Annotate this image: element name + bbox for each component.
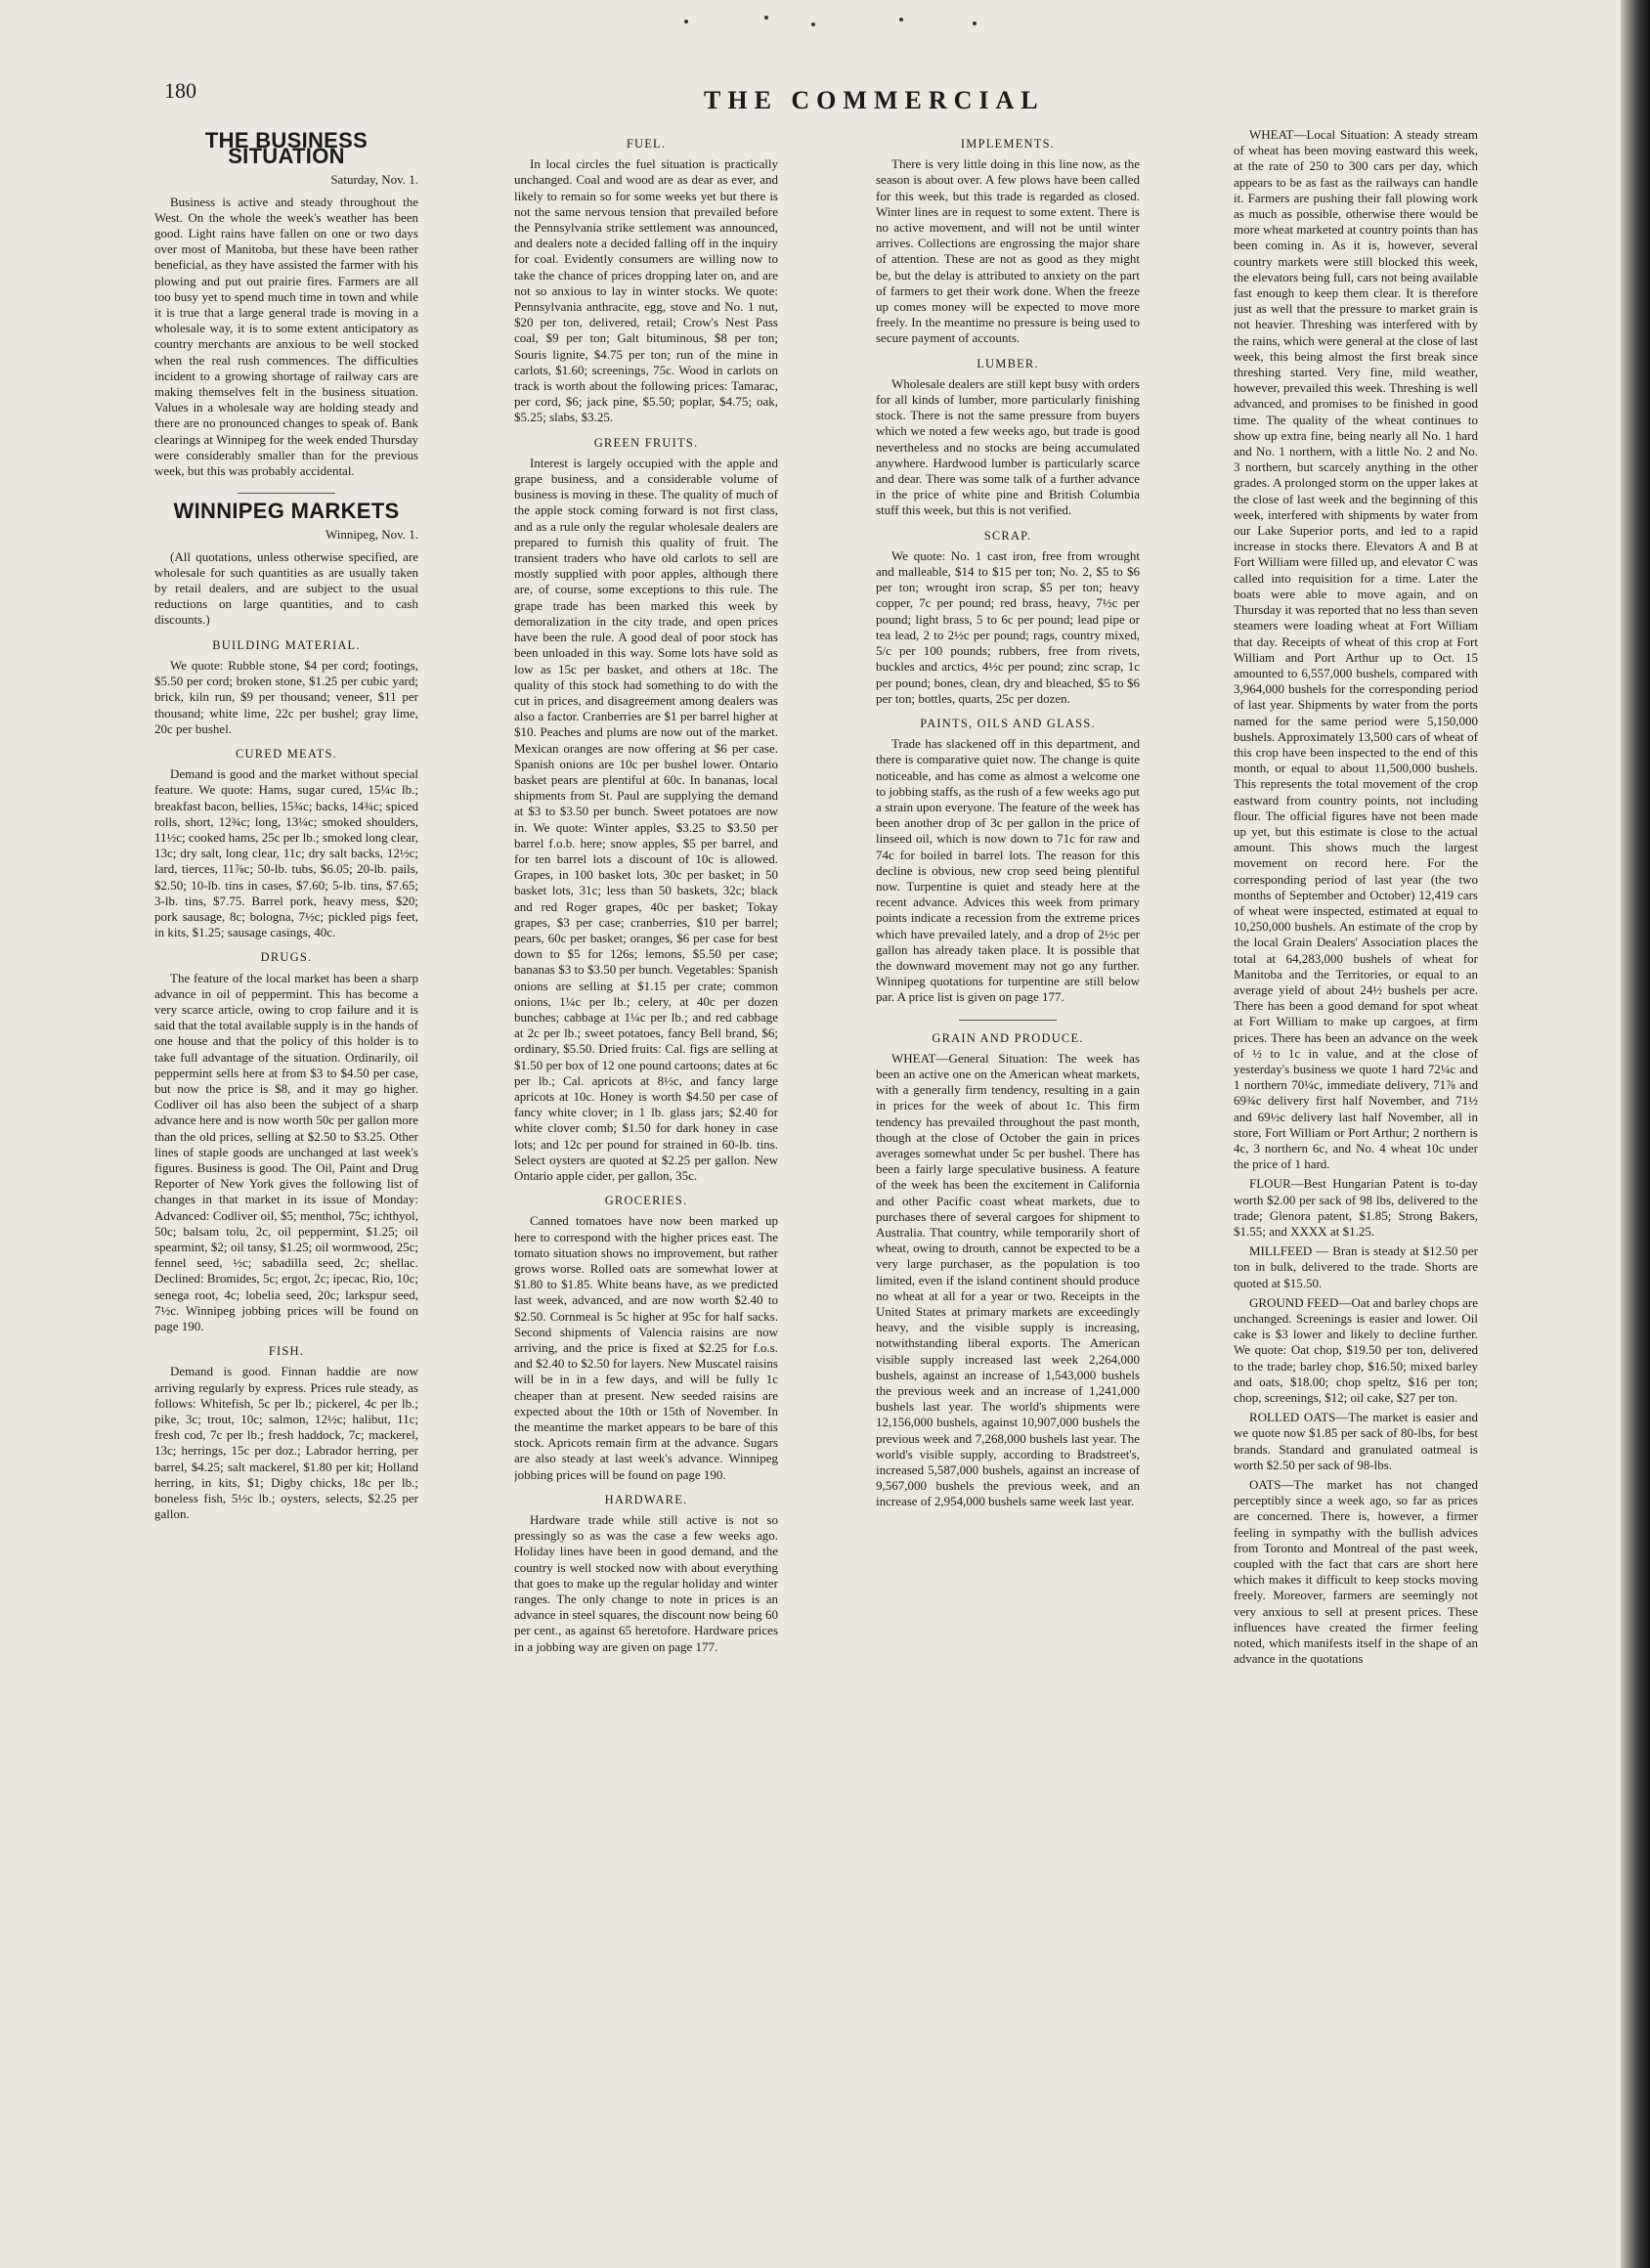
groceries-body: Canned tomatoes have now been marked up here to correspond with the higher prices east. The tomato situation shows no improvement, but rather grows worse. Rolled oats are somewhat lower at $1.80 to $1.85. White beans have, as we predicted last week, advanced, and are now worth $2.40 to $2.50. Cornmeal is 5c higher at 95c for half sacks. Second shipments of Valencia raisins are now arriving, and the price is fixed at $2.25 for f.o.s. and $2.40 to $2.50 for layers. New Muscatel raisins will be in in a few days, and will be fully 1c cheaper than at present. New seeded raisins are expected about the 10th or 15th of November. In the meantime the market appears to be bare of this stock. Apricots remain firm at the advance. Sugars are also steady at last week's advance. Winnipeg jobbing prices will be found on page 190.	[514, 1213, 778, 1482]
millfeed-body: MILLFEED — Bran is steady at $12.50 per ton in bulk, delivered to the trade. Shorts are quoted at $15.50.	[1234, 1243, 1478, 1290]
fish-body: Demand is good. Finnan haddie are now arriving regularly by express. Prices rule steady, as follows: Whitefish, 5c per lb.; pickerel, 4c per lb.; pike, 3c; trout, 10c; salmon, 12½c; halibut, 11c; fresh cod, 7c per lb.; fresh haddock, 7c; mackerel, 13c; herrings, 15c per doz.; Labrador herring, per barrel, $4.25; salt mackerel, $1.80 per kit; Holland herring, in kits, $1; Digby chicks, 18c per lb.; boneless fish, 5½c lb.; oysters, selects, $2.25 per gallon.	[154, 1364, 418, 1522]
section-divider	[959, 1020, 1057, 1021]
grain-body: WHEAT—General Situation: The week has been an active one on the American wheat markets, with a generally firm tendency, resulting in a gain in prices for the week of about 1c. This firm tendency has prevailed throughout the past month, though at the close of October the gain in prices averages somewhat under 5c per bushel. There has been a fairly large speculative business. A feature of the week has been the excitement in California and other Pacific coast wheat markets, due to purchases there of several cargoes for shipment to Australia. That country, while temporarily short of wheat, owing to drouth, cannot be expected to be a very large purchaser, as the population is too limited, even if the island continent should produce no wheat at all for a year or two. Receipts in the United States at primary markets are exceedingly heavy, and the visible supply is increasing, notwithstanding liberal exports. The American visible supply increased last week 2,264,000 bushels, against an increase of 1,543,000 bushels the previous week and an increase of 1,241,000 bushels last year. The world's shipments were 12,156,000 bushels, against 10,907,000 bushels the previous week and 7,268,000 bushels last year. The world's visible supply, according to Bradstreet's, increased 5,587,000 bushels, against an increase of 9,567,000 bushels the previous week, and an increase of 2,954,000 bushels same week last year.	[876, 1050, 1140, 1509]
drugs-heading: DRUGS.	[260, 950, 313, 965]
column-3	[876, 127, 1140, 2248]
fish-heading: FISH.	[268, 1344, 305, 1359]
quotations-note: (All quotations, unless otherwise specified, are wholesale for such quantities as are usually taken by retail dealers, and are subject to the usual reductions on large quantities, and to cash discounts.)	[154, 548, 418, 628]
green-fruits-heading: GREEN FRUITS.	[593, 435, 699, 450]
ground-feed-body: GROUND FEED—Oat and barley chops are unchanged. Screenings is easier and lower. Oil cake is $3 lower and likely to decline further. We quote: Oat chop, $19.50 per ton, delivered to the trade; barley chop, $16.50; mixed barley and oats, $18.00; chop speltz, $16 per ton; chop, screenings, $12; oil cake, $27 per ton.	[1234, 1294, 1478, 1406]
oats-body: OATS—The market has not changed perceptibly since a week ago, so far as prices are concerned. There is, however, a firmer feeling in sympathy with the bullish advices from Toronto and Montreal of the past week, coupled with the fact that cars are short here which makes it difficult to keep stocks moving freely. Moreover, farmers are seemingly not very anxious to sell at present prices. These influences have created the firmer feeling noted, which manifests itself in the shape of an advance in the quotations	[1234, 1477, 1478, 1667]
scrap-heading: SCRAP.	[983, 528, 1032, 543]
section-divider	[238, 493, 335, 494]
lumber-body: Wholesale dealers are still kept busy with orders for all kinds of lumber, more particularly finishing stock. There is not the same pressure from buyers which we noted a few weeks ago, but trade is good nevertheless and no stocks are being accumulated anywhere. Hardwood lumber is particularly scarce and dear. There was some talk of a further advance in the price of white pine and British Columbia stuff this week, but this is not verified.	[876, 375, 1140, 518]
paints-heading: PAINTS, OILS AND GLASS.	[920, 716, 1096, 730]
running-head-title: THE COMMERCIAL	[704, 86, 1045, 114]
rolled-oats-body: ROLLED OATS—The market is easier and we quote now $1.85 per sack of 80-lbs, for best brands. Standard and granulated oatmeal is worth $2.50 per sack of 98-lbs.	[1234, 1410, 1478, 1472]
wheat-local-body: WHEAT—Local Situation: A steady stream of wheat has been moving eastward this week, at the rate of 250 to 300 cars per day, which appears to be as fast as the railways can handle it. Farmers are pushing their fall plowing work as much as possible, otherwise there would be more wheat marketed at country points than has been coming in. As it is, however, several country markets were still blocked this week, the elevators being full, cars not being available fast enough to keep them clear. It is therefore just as well that the pressure to market grain is not heavier. Threshing was interfered with by the rains, which were general at the close of last week, this being almost the first break since threshing started. Very fine, mild weather, however, prevailed this week. Threshing is well advanced, and promises to be finished in good time. The quality of the wheat continues to show up extra fine, being nearly all No. 1 hard and No. 1 northern, with a little No. 2 and No. 3 northern, but scarcely anything in the other grades. A prolonged storm on the upper lakes at the close of last week and the beginning of this week, interfered with shipments by water from our Lake Superior ports, and led to a rapid increase in stocks there. Elevators A and B at Fort William were filled up, and elevator C was called into requisition for a time. Later the boats were able to move again, and on Thursday it was reported that no less than seven steamers were loading wheat at Fort William that day. Receipts of wheat of this crop at Fort William and Port Arthur up to Oct. 15 amounted to 6,557,000 bushels, compared with 3,964,000 bushels for the corresponding period of last year. Shipments by water from the ports named for the same period were 5,150,000 bushels. Approximately 13,500 cars of wheat of this crop have been inspected to the end of this month, or equal to about 11,500,000 bushels. This represents the total movement of the crop eastward from country points, not including flour. The official figures have not been made up yet, but this estimate is close to the actual amount. This shows much the largest movement on record here. For the corresponding period of last year (the two months of September and October) 12,419 cars of wheat were inspected, estimated at equal to 10,250,000 bushels. An estimate of the crop by the local Grain Dealers' Association places the total at 64,283,000 bushels of wheat for Manitoba and the Territories, or equal to an average yield of about 24½ bushels per acre. There has been a good demand for spot wheat at Fort William to make up cargoes, at firm prices. There has been an advance on the week of ½ to 1c in value, and at the close of yesterday's business we quote 1 hard 72¼c and 1 northern 70¼c, immediate delivery, 71⅞ and 69¾c delivery first half November, and 71½ and 69½c delivery last half November, all in store, Fort William or Port Arthur; 2 northern is 4c, 3 northern 6c, and No. 4 wheat 10c under the price of 1 hard.	[1234, 127, 1478, 1172]
cured-meats-body: Demand is good and the market without special feature. We quote: Hams, sugar cured, 15¼c lb.; breakfast bacon, bellies, 15¾c; backs, 14¾c; spiced rolls, short, 12¾c; long, 13¼c; smoked shoulders, 11½c; cooked hams, 25c per lb.; smoked long clear, 13c; dry salt, long clear, 11c; dry salt backs, 12½c; lard, tierces, 11⅞c; 50-lb. tubs, $6.05; 20-lb. pails, $2.50; 10-lb. tins in cases, $7.60; 5-lb. tins, $7.65; 3-lb. tins, $7.75. Barrel pork, heavy mess, $20; pork sausage, 8c; bologna, 7½c; pickled pigs feet, in kits, $1.25; sausage casings, 40c.	[154, 766, 418, 940]
winnipeg-markets-dateline: Winnipeg, Nov. 1.	[325, 527, 418, 543]
scrap-body: We quote: No. 1 cast iron, free from wrought and malleable, $14 to $15 per ton; No. 2, $5 to $6 per ton; wrought iron scrap, $5 per ton; heavy copper, 7c per pound; red brass, heavy, 7½c per pound; light brass, 5 to 6c per pound; lead pipe or tea lead, 2 to 2½c per pound; rags, country mixed, 5/c per 100 pounds; rubbers, free from rivets, buckles and arctics, 4½c per pound; zinc scrap, 1c per pound; bones, clean, dry and bleached, $5 to $6 per ton; bottles, quarts, 25c per dozen.	[876, 547, 1140, 706]
grain-heading: GRAIN AND PRODUCE.	[932, 1030, 1084, 1045]
implements-body: There is very little doing in this line now, as the season is about over. A few plows have been called for this week, but this trade is regarded as closed. Winter lines are in request to some extent. There is no active movement, and will not be until winter arrives. Collections are engrossing the major share of attention. These are not as good as they might be, but the delay is attributed to anxiety on the part of farmers to get their work done. When the freeze up comes money will be expected to move more freely. In the meantime no pressure is being used to secure payment of accounts.	[876, 156, 1140, 346]
cured-meats-heading: CURED MEATS.	[236, 746, 337, 761]
paints-body: Trade has slackened off in this department, and there is comparative quiet now. The change is quite noticeable, and has come as almost a welcome one to jobbing staffs, as the rush of a few weeks ago put a strain upon everyone. The feature of the week has been another drop of 3c per gallon in the price of linseed oil, which is now down to 71c for raw and 74c for boiled in barrel lots. The reason for this decline is obvious, new crop seed being plentiful now. Turpentine is quiet and steady here at the recent advance. Advices this week from primary points indicate a recession from the extreme prices which have prevailed lately, and a drop of 2½c per gallon has already taken place. It is possible that the downward movement may not go any further. Winnipeg quotations for turpentine are still below par. A price list is given on page 177.	[876, 736, 1140, 1005]
groceries-heading: GROCERIES.	[604, 1194, 688, 1208]
column-4	[1234, 127, 1478, 2248]
fuel-heading: FUEL.	[626, 137, 667, 151]
drugs-body: The feature of the local market has been a sharp advance in oil of peppermint. This has become a very scarce article, owing to crop failure and it is said that the total available supply is in the hands of one house and that the policy of this holder is to take full advantage of the situation. Ordinarily, oil peppermint sells here at from $3 to $4.50 per case, but now the price is $8, and it may go higher. Codliver oil has also been the subject of a sharp advance here and is now worth 50c per gallon more than the old prices, selling at $2.50 to $3.25. Other lines of staple goods are unchanged at last week's figures. Business is good. The Oil, Paint and Drug Reporter of New York gives the following list of changes in that market in its issue of Monday: Advanced: Codliver oil, $5; menthol, 75c; ichthyol, 50c; balsam tolu, 2c, oil peppermint, $1.25; oil spearmint, $2; oil tansy, $1.25; oil wormwood, 25c; fennel seed, ½c; sabadilla seed, 2c; shellac. Declined: Bromides, 5c; ergot, 2c; ipecac, Rio, 10c; senega root, 4c; lobelia seed, 20c; larkspur seed, 7½c. Winnipeg jobbing prices will be found on page 190.	[154, 970, 418, 1334]
facing-page-edge	[1621, 0, 1650, 2268]
column-2	[514, 127, 778, 2248]
fuel-body: In local circles the fuel situation is practically unchanged. Coal and wood are as dear as ever, and likely to remain so for some weeks yet but there is not the same nervous tension that prevailed before the Pennsylvania strike settlement was announced, and dealers note a decided falling off in the inquiry for coal. Evidently consumers are willing now to take the chance of prices dropping later on, and are not so anxious to lay in winter stocks. We quote: Pennsylvania anthracite, egg, stove and No. 1 nut, $20 per ton, delivered, retail; Crow's Nest Pass coal, $9 per ton; Galt bituminous, $8 per ton; Souris lignite, $4.75 per ton; run of the mine in carlots, $1.60; screenings, 75c. Wood in carlots on track is worth about the following prices: Tamarac, per cord, $6; jack pine, $5.50; poplar, $4.75; oak, $5.25; slabs, $3.25.	[514, 156, 778, 425]
business-situation-body: Business is active and steady throughout the West. On the whole the week's weather has been good. Light rains have fallen on one or two days over most of Manitoba, but these have been rather beneficial, as they have assisted the farmer with his plowing and put out prairie fires. Farmers are all too busy yet to spend much time in town and while it is true that a large general trade is moving in a wholesale way, it is to some extent anticipatory as country merchants are anxious to be well stocked when the real rush commences. The difficulties incident to a growing shortage of railway cars are making themselves felt in the business situation. Values in a wholesale way are holding steady and there are no pronounced changes to speak of. Bank clearings at Winnipeg for the week ended Thursday were considerably smaller than for the previous week, but this was probably accidental.	[154, 194, 418, 479]
implements-heading: IMPLEMENTS.	[960, 137, 1056, 151]
building-material-heading: BUILDING MATERIAL.	[212, 637, 361, 652]
print-marks	[674, 14, 1007, 35]
column-1	[154, 127, 418, 2190]
flour-body: FLOUR—Best Hungarian Patent is to-day worth $2.00 per sack of 98 lbs, delivered to the trade; Glenora patent, $1.85; Strong Bakers, $1.55; and XXXX at $1.25.	[1234, 1176, 1478, 1240]
green-fruits-body: Interest is largely occupied with the apple and grape business, and a considerable volume of business is moving in these. The quality of much of the apple stock coming forward is not first class, and as a rule only the regular wholesale dealers are prepared to furnish this quality of fruit. The transient traders who have old carlots to sell are mostly supplied with poor apples, although there are, of course, some exceptions to this rule. The grape trade has been marked this week by demoralization in the city trade, and open prices have been the rule. A good deal of poor stock has been unloaded in this way. Some lots have sold as low as 15c per basket, and others at 18c. The quality of this stock had something to do with the cut in prices, and disagreement among dealers was also a factor. Cranberries are $1 per barrel higher at $10. Peaches and plums are now out of the market. Mexican oranges are now offering at $6 per case. Spanish onions are 10c per bushel lower. Ontario basket pears are plentiful at 60c. In bananas, local shipments from St. Paul are supplying the demand at $3 to $3.50 per bunch. Sweet potatoes are now in. We quote: Winter apples, $3.25 to $3.50 per barrel f.o.b. here; snow apples, $5 per barrel, and for ten barrel lots a discount of 10c is allowed. Grapes, in 100 basket lots, 30c per basket; in 50 basket lots, 31c; less than 50 baskets, 32c; black and red Roger grapes, 40c per basket; Tokay grapes, $3 per case; cranberries, $10 per barrel; pears, 60c per basket; oranges, $6 per case for best down to $5 for 126s; lemons, $5.50 per case; bananas $3 to $3.50 per bunch. Vegetables: Spanish onions are selling at $1.15 per crate; common onions, 1¼c per lb.; celery, at 40c per dozen bunches; cabbage at 1¼c per lb.; and red cabbage at 2c per lb.; sweet potatoes, fancy Bell brand, $6; ordinary, $5.50. Dried fruits: Cal. figs are selling at $1.50 per box of 12 one pound cartoons; dates at 6c per lb.; Cal. apricots at 8½c, and fancy large apricots at 10c. Honey is worth $4.50 per case of fancy white clover; in 1 lb. glass jars; $2.40 for white clover comb; $1.50 for dark honey in case lots; and 12c per pound for strained in 60-lb. tins. Select oysters are quoted at $2.25 per gallon. New Ontario apple cider, per gallon, 35c.	[514, 455, 778, 1183]
business-situation-heading: THE BUSINESS SITUATION	[204, 128, 369, 169]
page-number: 180	[164, 78, 196, 103]
winnipeg-markets-heading: WINNIPEG MARKETS	[173, 499, 400, 524]
building-material-body: We quote: Rubble stone, $4 per cord; footings, $5.50 per cord; broken stone, $1.25 per cubic yard; brick, kiln run, $9 per thousand; veneer, $11 per thousand; white lime, 22c per bushel; gray lime, 20c per bushel.	[154, 657, 418, 736]
lumber-heading: LUMBER.	[977, 356, 1039, 371]
business-situation-dateline: Saturday, Nov. 1.	[330, 172, 418, 188]
hardware-heading: HARDWARE.	[604, 1492, 688, 1506]
hardware-body: Hardware trade while still active is not so pressingly so as was the case a few weeks ago. Holiday lines have been in good demand, and the country is well stocked now with about everything that goes to make up the regular holiday and winter ranges. The only change to note in prices is an advance in steel squares, the discount now being 60 per cent., as against 65 heretofore. Hardware prices in a jobbing way are given on page 177.	[514, 1512, 778, 1654]
